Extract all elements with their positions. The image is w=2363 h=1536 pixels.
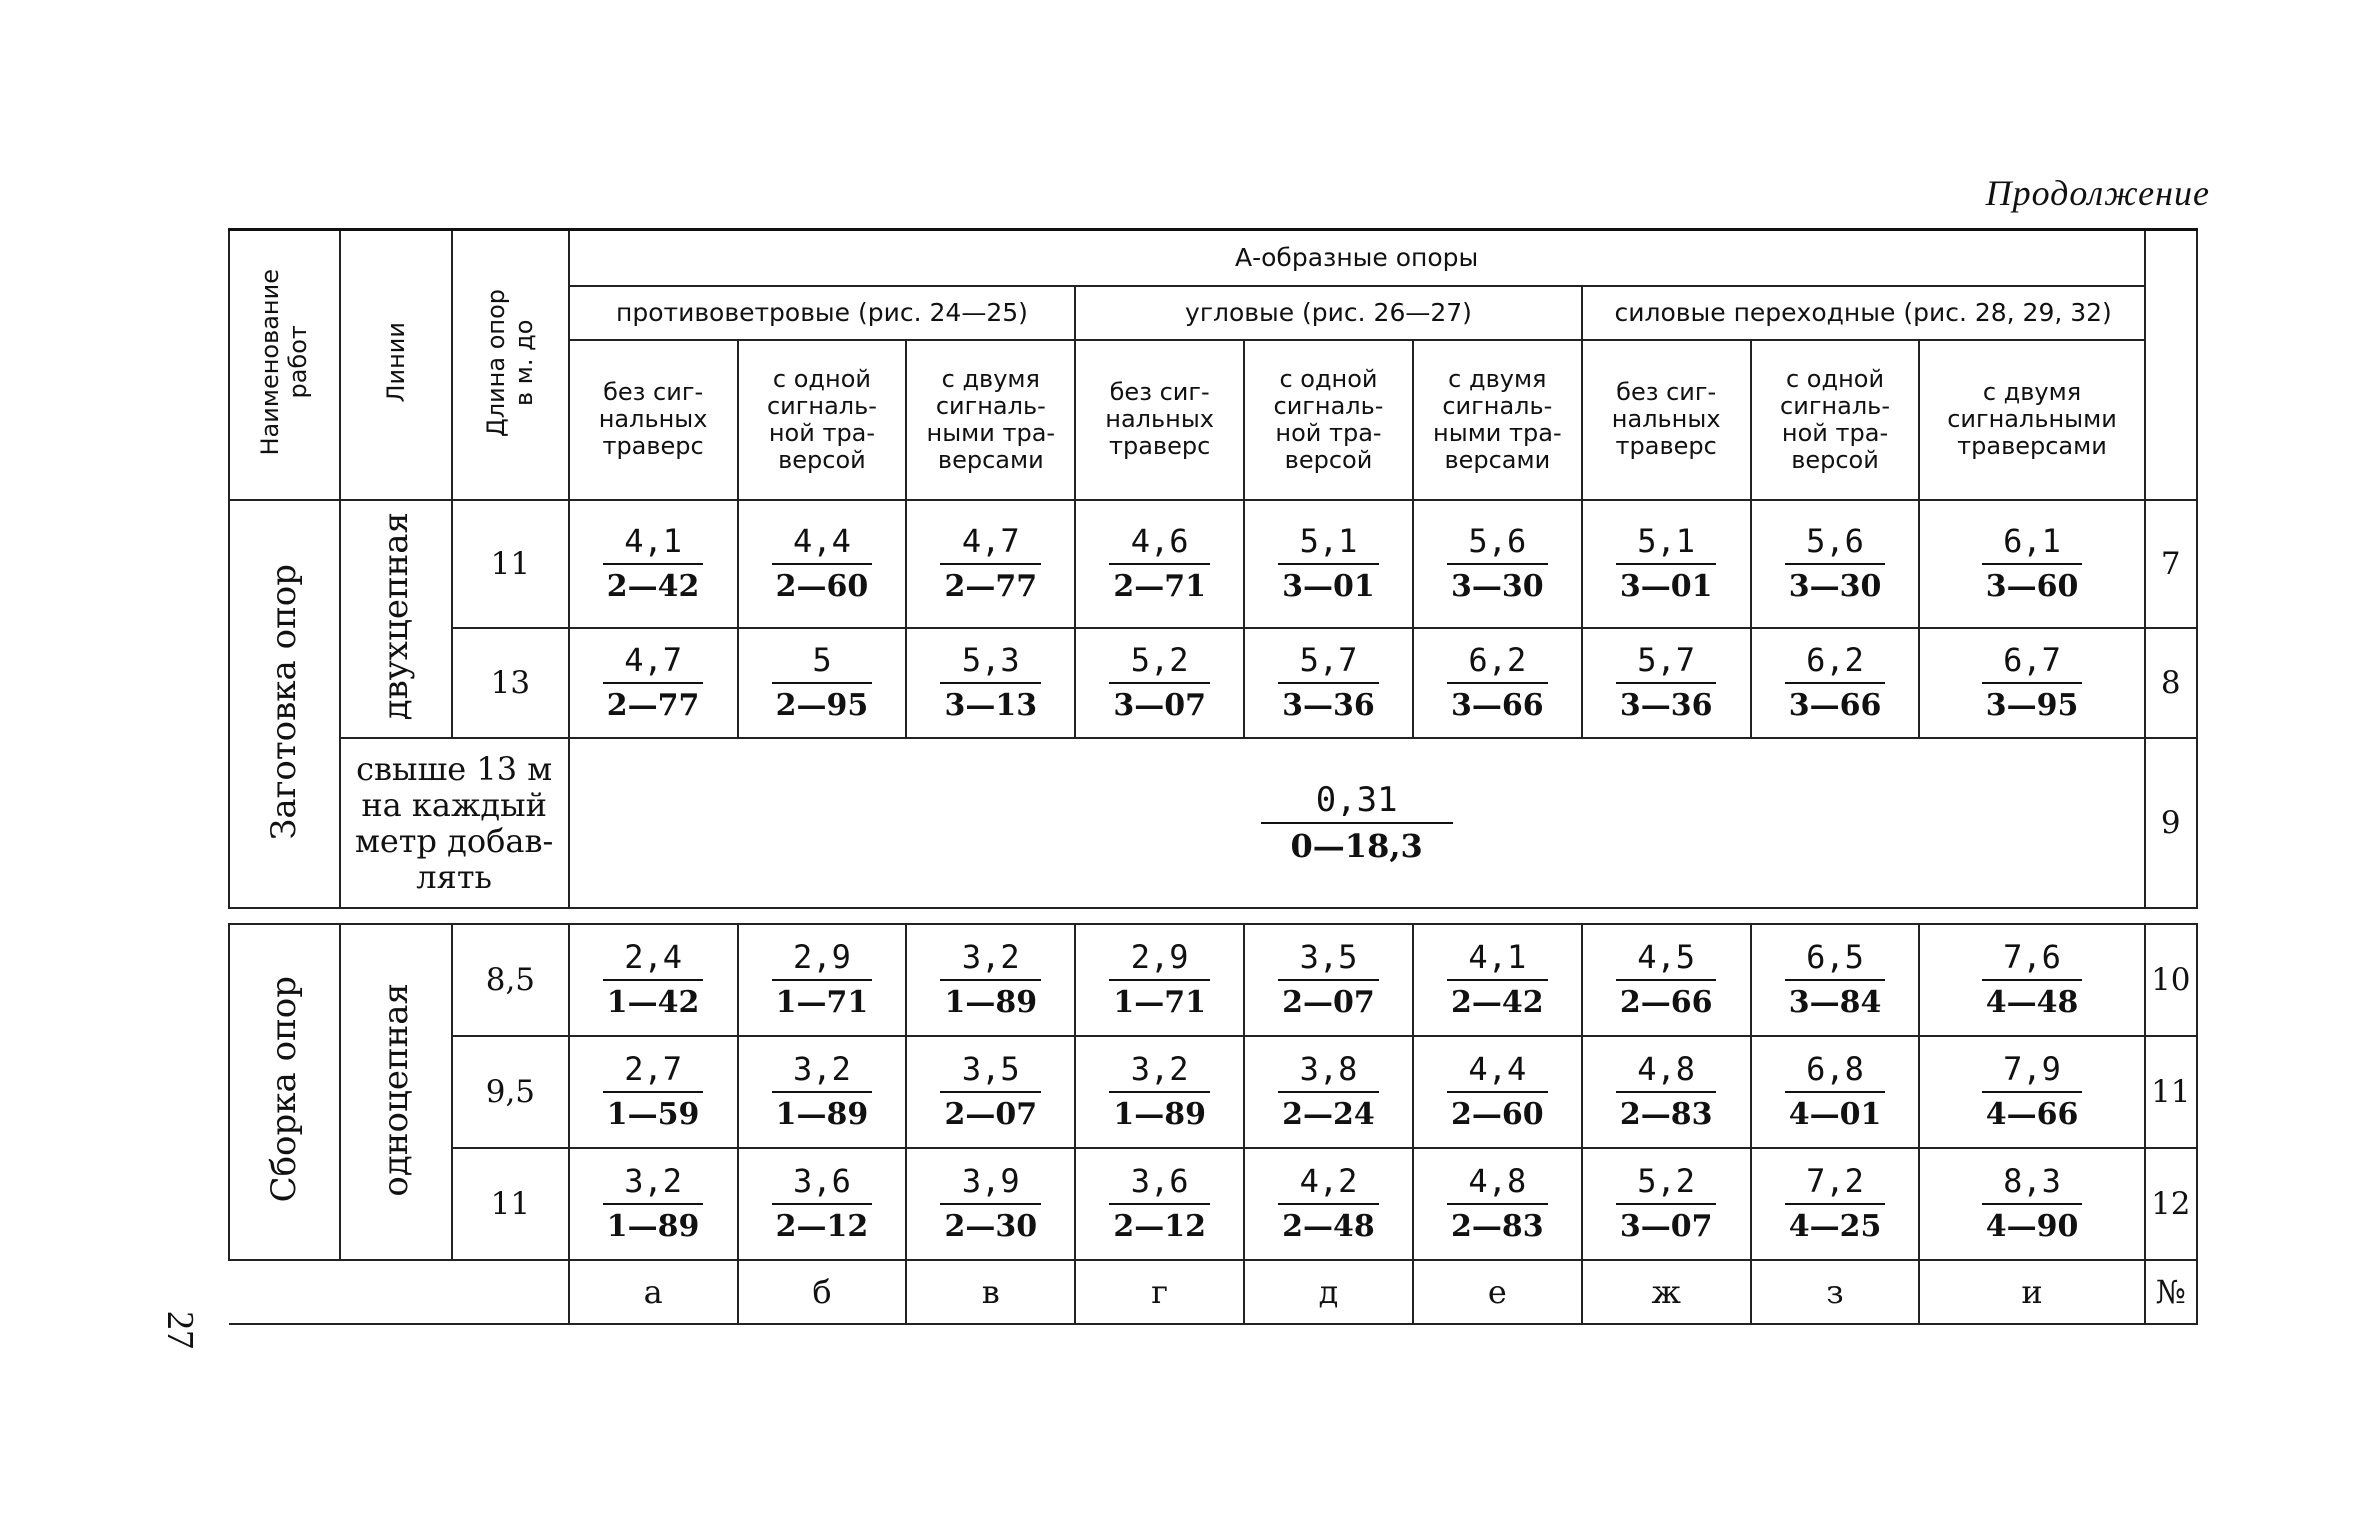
header-col-d: с одной сигналь- ной тра- версой: [1244, 340, 1413, 500]
norms-table: [228, 228, 2198, 1325]
row-number: 10: [2145, 924, 2197, 1036]
value-cell: $\frac{4,6}{2—71}$: [1075, 500, 1244, 628]
value-cell: $\frac{2,9}{1—71}$: [738, 924, 907, 1036]
header-col-b: с одной сигналь- ной тра- версой: [738, 340, 907, 500]
header-subgroup-power-transition: силовые переходные (рис. 28, 29, 32): [1582, 286, 2145, 340]
continuation-label: Продолжение: [1985, 173, 2210, 213]
value-cell: $\frac{2,7}{1—59}$: [569, 1036, 738, 1148]
column-letter: е: [1413, 1260, 1582, 1324]
header-subgroup-windproof: противоветровые (рис. 24—25): [569, 286, 1076, 340]
value-cell: $\frac{7,9}{4—66}$: [1919, 1036, 2144, 1148]
value-cell: $\frac{4,1}{2—42}$: [569, 500, 738, 628]
row-number: 9: [2145, 738, 2197, 908]
row-number: 11: [2145, 1036, 2197, 1148]
value-cell: $\frac{4,8}{2—83}$: [1413, 1148, 1582, 1260]
header-line: Линии: [340, 230, 453, 500]
footer-blank: [229, 1260, 340, 1324]
value-cell: $\frac{3,5}{2—07}$: [906, 1036, 1075, 1148]
header-col-zh: без сиг- нальных траверс: [1582, 340, 1751, 500]
value-cell: $\frac{2,4}{1—42}$: [569, 924, 738, 1036]
value-cell: $\frac{3,6}{2—12}$: [1075, 1148, 1244, 1260]
header-subgroup-corner: угловые (рис. 26—27): [1075, 286, 1582, 340]
value-cell: $\frac{4,8}{2—83}$: [1582, 1036, 1751, 1148]
extra-length-note: свыше 13 м на каждый метр добав- лять: [340, 738, 569, 908]
value-cell: $\frac{6,7}{3—95}$: [1919, 628, 2144, 738]
table-row: [229, 1036, 2197, 1148]
value-cell: $\frac{5,3}{3—13}$: [906, 628, 1075, 738]
column-letter: д: [1244, 1260, 1413, 1324]
value-cell: $\frac{5,1}{3—01}$: [1582, 500, 1751, 628]
value-cell: $\frac{6,8}{4—01}$: [1751, 1036, 1920, 1148]
column-letter: ж: [1582, 1260, 1751, 1324]
footer-blank: [452, 1260, 569, 1324]
extra-value-cell: $\frac{0,31}{0—18,3}$: [569, 738, 2145, 908]
value-cell: $\frac{7,6}{4—48}$: [1919, 924, 2144, 1036]
column-letter: в: [906, 1260, 1075, 1324]
column-letter: б: [738, 1260, 907, 1324]
value-cell: $\frac{6,1}{3—60}$: [1919, 500, 2144, 628]
value-cell: $\frac{5,7}{3—36}$: [1582, 628, 1751, 738]
value-cell: $\frac{5,6}{3—30}$: [1751, 500, 1920, 628]
header-group-title: А-образные опоры: [569, 230, 2145, 286]
value-cell: $\frac{7,2}{4—25}$: [1751, 1148, 1920, 1260]
length-cell: 9,5: [452, 1036, 569, 1148]
line-type-cell: одноцепная: [340, 924, 453, 1260]
header-col-i: с двумя сигнальными траверсами: [1919, 340, 2144, 500]
value-cell: $\frac{4,1}{2—42}$: [1413, 924, 1582, 1036]
value-cell: $\frac{5}{2—95}$: [738, 628, 907, 738]
value-cell: $\frac{4,4}{2—60}$: [1413, 1036, 1582, 1148]
value-cell: $\frac{3,5}{2—07}$: [1244, 924, 1413, 1036]
header-col-g: без сиг- нальных траверс: [1075, 340, 1244, 500]
header-row-number-blank: [2145, 230, 2197, 500]
value-cell: $\frac{2,9}{1—71}$: [1075, 924, 1244, 1036]
footer-blank: [340, 1260, 453, 1324]
value-cell: $\frac{3,9}{2—30}$: [906, 1148, 1075, 1260]
table-row: [229, 628, 2197, 738]
row-number-symbol: №: [2145, 1260, 2197, 1324]
row-number: 12: [2145, 1148, 2197, 1260]
value-cell: $\frac{4,5}{2—66}$: [1582, 924, 1751, 1036]
page-number: 27: [159, 1311, 201, 1349]
header-col-z: с одной сигналь- ной тра- версой: [1751, 340, 1920, 500]
section-gap: [229, 908, 2197, 924]
column-letters-row: [229, 1260, 2197, 1324]
row-number: 8: [2145, 628, 2197, 738]
table-row: [229, 1148, 2197, 1260]
header-work-name: Наименование работ: [229, 230, 340, 500]
value-cell: $\frac{6,2}{3—66}$: [1751, 628, 1920, 738]
value-cell: $\frac{4,4}{2—60}$: [738, 500, 907, 628]
value-cell: $\frac{6,5}{3—84}$: [1751, 924, 1920, 1036]
value-cell: $\frac{5,7}{3—36}$: [1244, 628, 1413, 738]
value-cell: $\frac{4,7}{2—77}$: [906, 500, 1075, 628]
column-letter: и: [1919, 1260, 2144, 1324]
work-name-cell: Сборка опор: [229, 924, 340, 1260]
value-cell: $\frac{3,8}{2—24}$: [1244, 1036, 1413, 1148]
length-cell: 8,5: [452, 924, 569, 1036]
column-letter: г: [1075, 1260, 1244, 1324]
value-cell: $\frac{4,7}{2—77}$: [569, 628, 738, 738]
value-cell: $\frac{8,3}{4—90}$: [1919, 1148, 2144, 1260]
value-cell: $\frac{5,6}{3—30}$: [1413, 500, 1582, 628]
length-cell: 11: [452, 500, 569, 628]
value-cell: $\frac{3,2}{1—89}$: [569, 1148, 738, 1260]
row-number: 7: [2145, 500, 2197, 628]
table-row: [229, 738, 2197, 908]
table-row: [229, 924, 2197, 1036]
value-cell: $\frac{5,2}{3—07}$: [1582, 1148, 1751, 1260]
work-name-cell: Заготовка опор: [229, 500, 340, 908]
column-letter: а: [569, 1260, 738, 1324]
header-col-a: без сиг- нальных траверс: [569, 340, 738, 500]
value-cell: $\frac{6,2}{3—66}$: [1413, 628, 1582, 738]
value-cell: $\frac{5,1}{3—01}$: [1244, 500, 1413, 628]
value-cell: $\frac{3,6}{2—12}$: [738, 1148, 907, 1260]
header-col-v: с двумя сигналь- ными тра- версами: [906, 340, 1075, 500]
header-col-e: с двумя сигналь- ными тра- версами: [1413, 340, 1582, 500]
table-row: [229, 500, 2197, 628]
value-cell: $\frac{3,2}{1—89}$: [738, 1036, 907, 1148]
length-cell: 11: [452, 1148, 569, 1260]
column-letter: з: [1751, 1260, 1920, 1324]
value-cell: $\frac{3,2}{1—89}$: [1075, 1036, 1244, 1148]
header-length: Длина опор в м. до: [452, 230, 569, 500]
length-cell: 13: [452, 628, 569, 738]
line-type-cell: двухцепная: [340, 500, 453, 738]
value-cell: $\frac{5,2}{3—07}$: [1075, 628, 1244, 738]
value-cell: $\frac{4,2}{2—48}$: [1244, 1148, 1413, 1260]
value-cell: $\frac{3,2}{1—89}$: [906, 924, 1075, 1036]
